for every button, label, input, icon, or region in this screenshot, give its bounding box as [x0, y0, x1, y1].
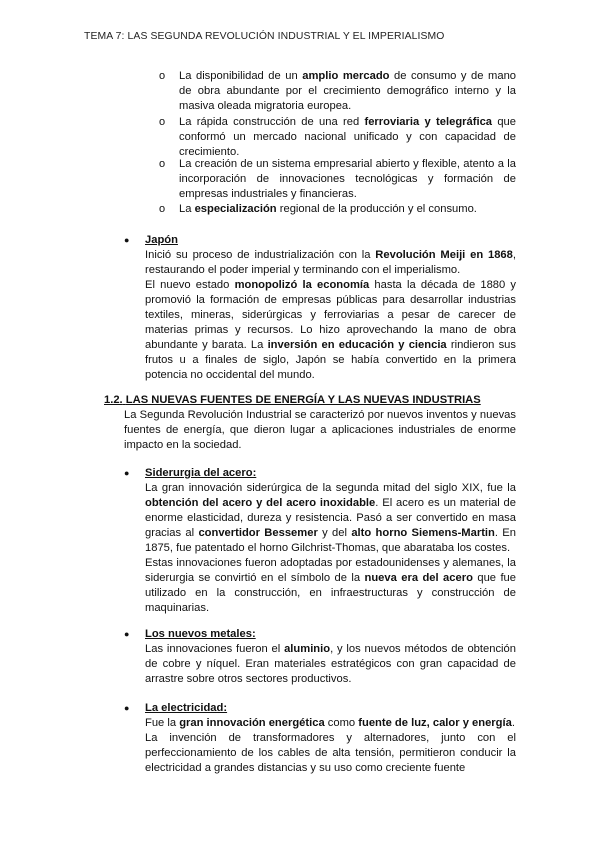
paragraph: Fue la gran innovación energética como fuente de luz, calor y energía.	[145, 717, 515, 729]
electricidad-section	[124, 701, 516, 776]
section-heading: Siderurgia del acero:	[145, 467, 257, 479]
siderurgia-section	[124, 466, 516, 616]
japon-section	[124, 233, 516, 383]
list-item	[159, 202, 516, 217]
paragraph: El nuevo estado monopolizó la economía hasta la década de 1880 y promovió la formación de empresas públicas para desarrollar industrias textiles, mineras, siderúrgicas y ferroviarias a pesar de carecer de materias primas y recursos. Lo hizo aprovechando la mano de obra abundante y barata. La inversión en educación y ciencia rindieron sus frutos u a finales de siglo, Japón se había convertido en la primera potencia no occidental del mundo.	[145, 279, 517, 381]
list-marker: o	[159, 70, 166, 82]
list-item-text: La rápida construcción de una red ferroviaria y telegráfica que conformó un mercado nacional unificado y con capacidad de crecimiento.	[179, 116, 516, 158]
bullet-icon: ●	[124, 703, 130, 713]
section-heading: Los nuevos metales:	[145, 628, 256, 640]
section-heading: Japón	[145, 234, 178, 246]
list-item-text: La especialización regional de la producción y el consumo.	[179, 203, 477, 215]
list-marker: o	[159, 116, 166, 128]
bullet-icon: ●	[124, 629, 130, 639]
bullet-icon: ●	[124, 235, 130, 245]
paragraph: Estas innovaciones fueron adoptadas por estadounidenses y alemanes, la siderurgia se convirtió en el símbolo de la nueva era del acero que fue utilizado en la construcción, en infraestructuras y construcción de maquinarias.	[145, 557, 516, 614]
list-item	[159, 157, 516, 202]
paragraph: Las innovaciones fueron el aluminio, y los nuevos métodos de obtención de cobre y níquel. Eran materiales estratégicos con gran capacidad de arrastre sobre otros sectores productivos.	[145, 643, 516, 685]
section-intro: La Segunda Revolución Industrial se caracterizó por nuevos inventos y nuevas fuentes de energía, que dieron lugar a aplicaciones industriales de enorme impacto en la sociedad.	[124, 409, 516, 451]
paragraph: La invención de transformadores y alternadores, junto con el perfeccionamiento de los cables de alta tensión, permitieron conducir la electricidad a grandes distancias y su uso como creciente fuente	[145, 732, 516, 774]
page-header: TEMA 7: LAS SEGUNDA REVOLUCIÓN INDUSTRIAL Y EL IMPERIALISMO	[84, 31, 445, 42]
paragraph: La gran innovación siderúrgica de la segunda mitad del siglo XIX, fue la obtención del acero y del acero inoxidable. El acero es un material de enorme elasticidad, dureza y resistencia. Pasó a ser convertido en masa gracias al convertidor Bessemer y del alto horno Siemens-Martin. En 1875, fue patentado el horno Gilchrist-Thomas, que abarataba los costes.	[145, 482, 516, 554]
list-marker: o	[159, 158, 166, 170]
list-item	[159, 69, 516, 114]
metales-section	[124, 627, 516, 687]
bullet-icon: ●	[124, 468, 130, 478]
list-item	[159, 115, 516, 160]
section-title: 1.2. LAS NUEVAS FUENTES DE ENERGÍA Y LAS NUEVAS INDUSTRIAS	[104, 394, 481, 406]
list-marker: o	[159, 203, 166, 215]
list-item-text: La creación de un sistema empresarial abierto y flexible, atento a la incorporación de innovaciones tecnológicas y formación de empresas industriales y financieras.	[179, 158, 516, 200]
paragraph: Inició su proceso de industrialización con la Revolución Meiji en 1868, restaurando el poder imperial y terminando con el imperialismo.	[145, 249, 516, 276]
list-item-text: La disponibilidad de un amplio mercado de consumo y de mano de obra abundante por el crecimiento demográfico interno y la masiva oleada migratoria europea.	[179, 70, 517, 112]
section-heading: La electricidad:	[145, 702, 228, 714]
